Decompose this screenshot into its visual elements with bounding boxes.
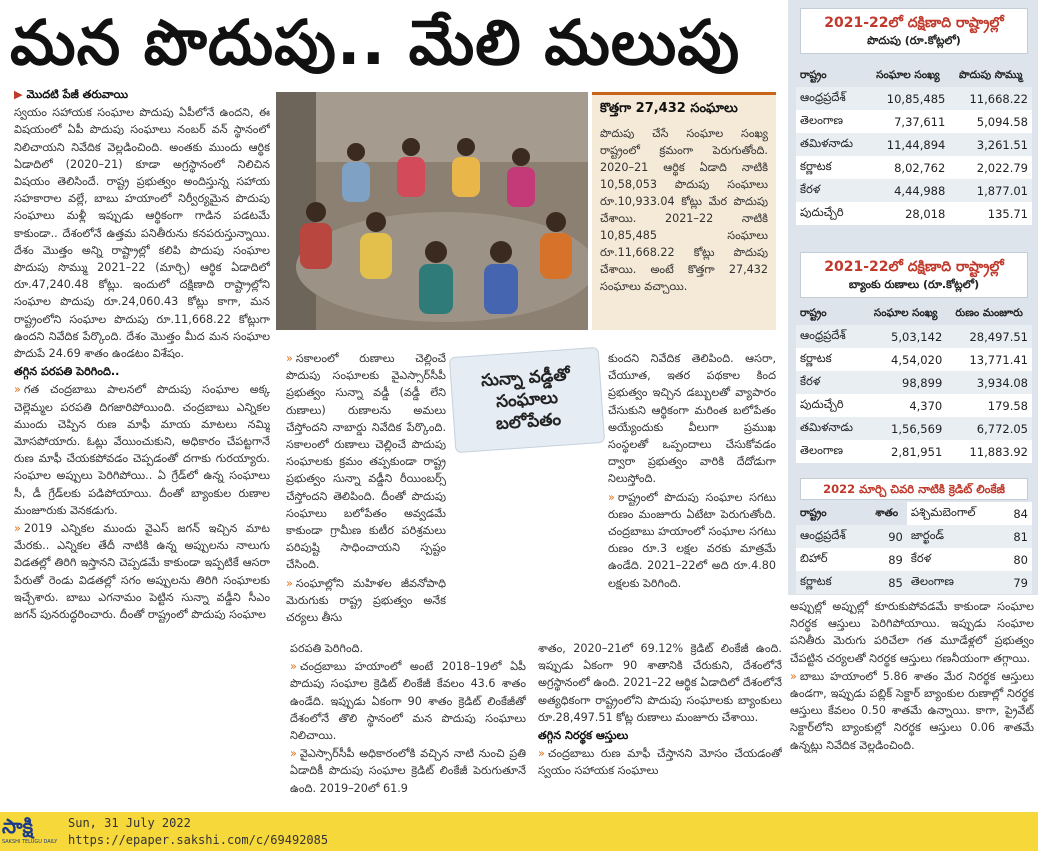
table-cell: 80 bbox=[1002, 548, 1032, 571]
pull-quote-line: సున్నా వడ్డీతో bbox=[480, 364, 571, 392]
table-cell: 81 bbox=[1002, 525, 1032, 548]
table-cell: కర్ణాటక bbox=[796, 571, 867, 594]
table-header-cell: పొదుపు సొమ్ము bbox=[958, 69, 1023, 81]
epaper-url[interactable]: https://epaper.sakshi.com/c/69492085 bbox=[68, 833, 329, 847]
table-cell: 85 bbox=[867, 571, 907, 594]
table-cell: 4,54,020 bbox=[865, 348, 946, 371]
sakshi-logo bbox=[2, 814, 62, 849]
table-row bbox=[796, 348, 1032, 371]
table-cell: 179.58 bbox=[946, 394, 1032, 417]
table-cell: 11,883.92 bbox=[946, 440, 1032, 463]
table-cell: ఆంధ్రప్రదేశ్ bbox=[796, 87, 867, 110]
table-cell: 11,668.22 bbox=[949, 87, 1032, 110]
bullet-icon: » bbox=[290, 747, 297, 761]
table-cell: 10,85,485 bbox=[867, 87, 950, 110]
table-row bbox=[796, 156, 1032, 179]
bullet-paragraph: » గత చంద్రబాబు పాలనలో పొదుపు సంఘాల అక్క చెల్లెమ్మల పరపతి దిగజారిపోయింది. చంద్రబాబు ఎన్నికల ముందు చెప్పిన రుణ మాఫీ మాయ మాటలు నమ్మి మోసపోయారు. ఓట్లు వేయించుకుని, అధికారం చేపట్టగానే రుణ మాఫీ చేయకపోవడం చెప్పడంతో దగాకు గురయ్యారు. సంఘాల అప్పులు పెరిగిపోయి.. ఏ గ్రేడ్‌లో ఉన్న సంఘాలు సీ, డీ గ్రేడ్‌లకు పడిపోయాయి. దీంతో బ్యాంకుల రుణాల మంజూరుకు వెనకడుగు. bbox=[14, 383, 270, 517]
table-cell: 79 bbox=[1002, 571, 1032, 594]
bullet-icon: » bbox=[790, 669, 797, 683]
table-row bbox=[796, 133, 1032, 156]
savings-table bbox=[796, 64, 1032, 225]
new-groups-title: కొత్తగా 27,432 సంఘాలు bbox=[600, 101, 738, 116]
table-cell: ఆంధ్రప్రదేశ్ bbox=[796, 525, 867, 548]
bullet-paragraph: » 2019 ఎన్నికల ముందు వైఎస్ జగన్ ఇచ్చిన మాట మేరకు.. ఎన్నికల తేదీ నాటికి ఉన్న అప్పులను నాలుగు విడతల్లో తిరిగి ఇస్తానని చెప్పడమే కాకుండా ఇప్పటికే ఆసరా పేరుతో రెండు విడతల్లో సగం అప్పులను తిరిగి సంఘాలకు ఇచ్చేశారు. బాబు ఎగనామం పెట్టిన సున్నా వడ్డీని సీఎం జగన్ పునరుద్ధరించారు. దీంతో రాష్ట్రంలో పొదుపు సంఘాల bbox=[14, 522, 270, 622]
loans-table-title: 2021-22లో దక్షిణాది రాష్ట్రాల్లో bbox=[824, 259, 1004, 275]
table-cell: పశ్చిమబెంగాల్ bbox=[907, 502, 1002, 525]
pull-quote bbox=[449, 347, 605, 453]
table-cell: పుదుచ్చేరి bbox=[796, 394, 865, 417]
bullet-icon: » bbox=[286, 576, 293, 590]
column-2c bbox=[290, 640, 526, 810]
table-row bbox=[796, 179, 1032, 202]
table-header-cell: రాష్ట్రం bbox=[800, 69, 827, 81]
table-cell: ఆంధ్రప్రదేశ్ bbox=[796, 325, 865, 348]
bullet-icon: » bbox=[286, 352, 293, 365]
pull-quote-line: సంఘాలు bbox=[495, 387, 559, 413]
table-cell: 89 bbox=[867, 548, 907, 571]
table-cell: 2,022.79 bbox=[949, 156, 1032, 179]
table-header-cell: రాష్ట్రం bbox=[800, 307, 827, 319]
article-paragraph: శాతం, 2020–21లో 69.12% క్రెడిట్ లింకేజీ ఉంది. ఇప్పుడు ఏకంగా 90 శాతానికి చేరుకుని, దేశంలోనే అగ్రస్థానంలో ఉంది. 2021–22 ఆర్థిక ఏడాదిలో దేశంలోనే అత్యధికంగా రాష్ట్రంలోని పొదుపు సంఘాలకు బ్యాంకులు రూ.28,497.51 కోట్ల రుణాలు మంజూరు చేశాయి. bbox=[538, 642, 782, 724]
table-cell: 3,261.51 bbox=[949, 133, 1032, 156]
table-row bbox=[796, 371, 1032, 394]
table-cell: 8,02,762 bbox=[867, 156, 950, 179]
column-1 bbox=[14, 86, 270, 810]
table-cell: పుదుచ్చేరి bbox=[796, 202, 867, 225]
table-cell: కేరళ bbox=[907, 548, 1002, 571]
article-paragraph: కుందని నివేదిక తెలిపింది. ఆసరా, చేయూత, ఇతర పథకాల కింద ప్రభుత్వం ఇచ్చిన డబ్బులతో వ్యాపారం చేసుకుని ఆర్థికంగా మరింత బలోపేతం అయ్యేందుకు వీలుగా ప్రముఖ సంస్థలతో ఒప్పందాలు చేసుకోవడం ద్వారా ప్రభుత్వం వారికి దేదోడుగా నిలుస్తోంది. bbox=[608, 352, 776, 486]
table-cell: 84 bbox=[1002, 502, 1032, 525]
bullet-icon: » bbox=[14, 522, 21, 536]
article-photo bbox=[276, 92, 588, 330]
bullet-paragraph: » రాష్ట్రంలో పొదుపు సంఘాల సగటు రుణం మంజూరు ఏటేటా పెరుగుతోంది. చంద్రబాబు హయాంలో సంఘాల సగటు రుణం రూ.3 లక్షల వరకు మాత్రమే ఉండేది. 2021–22లో అది రూ.4.80 లక్షలకు పెరిగింది. bbox=[608, 490, 776, 590]
savings-table-subtitle: పొదుపు (రూ.కోట్లలో) bbox=[867, 34, 961, 47]
table-cell: తెలంగాణ bbox=[796, 440, 865, 463]
loans-table-subtitle: బ్యాంకు రుణాలు (రూ.కోట్లలో) bbox=[848, 278, 980, 291]
table-cell: కేరళ bbox=[796, 371, 865, 394]
bullet-paragraph: » బాబు హయాంలో 5.86 శాతం మేర నిరర్థక ఆస్తులు ఉండగా, ఇప్పుడు పబ్లిక్ సెక్టార్ బ్యాంకుల రుణాల్లో నిరర్థక ఆస్తులు కేవలం 0.50 శాతమే ఉన్నాయి. కాగా, ప్రైవేట్ సెక్టార్‌లోని బ్యాంకుల్లో నిరర్థక ఆస్తులు 0.06 శాతమే ఉన్నట్లు నివేదిక వెల్లడించింది. bbox=[790, 669, 1034, 752]
bullet-icon: » bbox=[538, 747, 545, 761]
table-cell: తమిళనాడు bbox=[796, 417, 865, 440]
bullet-paragraph: » వైఎస్సార్‌సీపీ అధికారంలోకి వచ్చిన నాటి నుంచి ప్రతి ఏడాదికీ పొదుపు సంఘాల క్రెడిట్ లింకేజీ పెరుగుతూనే ఉంది. 2019–20లో 61.9 bbox=[290, 747, 526, 795]
logo-text: సాక్షి bbox=[2, 814, 34, 838]
table-header-cell: సంఘాల సంఖ్య bbox=[876, 69, 940, 81]
credit-table-header bbox=[800, 478, 1028, 500]
credit-table-title: 2022 మార్చి చివరి నాటికి క్రెడిట్ లింకేజీ bbox=[823, 482, 1005, 496]
women-group-photo bbox=[276, 92, 588, 330]
table-row bbox=[796, 394, 1032, 417]
table-cell: 5,094.58 bbox=[949, 110, 1032, 133]
bullet-paragraph: » సంఘాల్లోని మహిళల జీవనోపాధి మెరుగుకు రాష్ట్ర ప్రభుత్వం అనేక చర్యలు తీసు bbox=[286, 576, 446, 625]
bullet-icon: » bbox=[14, 383, 21, 397]
table-header-cell: శాతం bbox=[875, 507, 899, 519]
table-row bbox=[796, 417, 1032, 440]
bullet-icon: » bbox=[608, 490, 615, 504]
column-2a bbox=[286, 350, 446, 636]
new-groups-box bbox=[592, 92, 776, 330]
loans-table-header bbox=[800, 252, 1028, 298]
table-cell: 13,771.41 bbox=[946, 348, 1032, 371]
table-row bbox=[796, 325, 1032, 348]
article-paragraph: స్వయం సహాయక సంఘాల పొదుపు ఏపీలోనే ఉందని, ఈ విషయంలో ఏపీ పొదుపు సంఘాలు నంబర్ వన్ స్థానంలో నిలిచాయని నివేదిక వెల్లడించింది. అంతకు ముందు ఆర్థిక ఏడాదిలో (2020–21) కూడా అగ్రస్థానంలో నిలిచిన విషయం తెలిసిందే. రాష్ట్ర ప్రభుత్వం అందిస్తున్న సహాయ సహకారాల వల్లే, బాబు హయాంలో నిర్వీర్యమైన పొదుపు సంఘాలు మళ్లీ ఇప్పుడు ఆర్థికంగా గాడిన పడటమే కాకుండా.. దేశంలోనే ఉత్తమ పనితీరును కనపరుస్తున్నాయి. దేశం మొత్తం అన్ని రాష్ట్రాల్లో కలిపి పొదుపు సంఘాల పొదుపు సొమ్ము 2021–22 (మార్చి) ఆర్థిక ఏడాదిలో రూ.47,240.48 కోట్లు. ఇందులో దక్షిణాది రాష్ట్రాల్లోని సంఘాల పొదుపు రూ.24,060.43 కోట్లు కాగా, మన రాష్ట్రంలోని సంఘాల పొదుపు రూ.11,668.22 కోట్లుగా ఉందని నివేదిక పేర్కొంది. దేశం మొత్తం మీద మన సంఘాల పొదుపే 24.69 శాతం ఉండటం విశేషం. bbox=[14, 106, 270, 361]
table-row bbox=[796, 440, 1032, 463]
bullet-paragraph: » సకాలంలో రుణాలు చెల్లించే పొదుపు సంఘాలకు వైఎస్సార్‌సీపీ ప్రభుత్వం సున్నా వడ్డీ (వడ్డీ లేని రుణాలు) రుణాలను అమలు చేస్తోందని నాబార్డు నివేదిక పేర్కొంది. సకాలంలో రుణాలు చెల్లించే పొదుపు సంఘాలకు క్రమం తప్పకుండా రాష్ట్ర ప్రభుత్వం సున్నా వడ్డీని రీయింబర్స్ చేస్తోందని తెలిపింది. దీంతో పొదుపు సంఘాలు బలోపేతం అవ్వడమే కాకుండా గ్రామీణ కుటీర పరిశ్రమలు పరిపుష్టి సాధించాయని స్పష్టం చేసింది. bbox=[286, 352, 446, 572]
loans-table bbox=[796, 302, 1032, 463]
table-cell: బిహార్ bbox=[796, 548, 867, 571]
table-header-cell: సంఘాల సంఖ్య bbox=[873, 307, 938, 319]
new-groups-text: పొదుపు చేసే సంఘాల సంఖ్య రాష్ట్రంలో క్రమంగా పెరుగుతోంది. 2020–21 ఆర్థిక ఏడాది నాటికి 10,58,053 పొదుపు సంఘాలు రూ.10,933.04 కోట్లు మేర పొదుపు చేశాయి. 2021–22 నాటికి 10,85,485 సంఘాలు రూ.11,668.22 కోట్లు పొదుపు చేశాయి. అంటే కొత్తగా 27,432 సంఘాలు వచ్చాయి. bbox=[600, 127, 768, 293]
table-row bbox=[796, 87, 1032, 110]
table-cell: తెలంగాణ bbox=[796, 110, 867, 133]
subheading: తగ్గిన నిరర్థక ఆస్తులు bbox=[538, 729, 629, 743]
column-3 bbox=[790, 598, 1034, 810]
table-cell: 1,56,569 bbox=[865, 417, 946, 440]
edition-date: Sun, 31 July 2022 bbox=[68, 816, 191, 830]
table-header-row bbox=[796, 302, 1032, 325]
subheading: తగ్గిన పరపతి పెరిగింది.. bbox=[14, 365, 120, 379]
table-header-cell: రుణం మంజూరు bbox=[955, 307, 1023, 319]
table-cell: 28,497.51 bbox=[946, 325, 1032, 348]
table-cell: 4,44,988 bbox=[867, 179, 950, 202]
table-cell: 98,899 bbox=[865, 371, 946, 394]
table-cell: 5,03,142 bbox=[865, 325, 946, 348]
table-cell: జార్ఖండ్ bbox=[907, 525, 1002, 548]
table-cell: 28,018 bbox=[867, 202, 950, 225]
continued-label: ▶ మొదటి పేజీ తరువాయి bbox=[14, 88, 129, 101]
table-cell: 2,81,951 bbox=[865, 440, 946, 463]
table-cell: 7,37,611 bbox=[867, 110, 950, 133]
table-row bbox=[796, 202, 1032, 225]
savings-table-title: 2021-22లో దక్షిణాది రాష్ట్రాల్లో bbox=[824, 15, 1004, 31]
page-headline: మన పొదుపు.. మేలి మలుపు bbox=[10, 6, 741, 79]
pull-quote-line: బలోపేతం bbox=[495, 409, 562, 435]
table-header-cell: రాష్ట్రం bbox=[800, 507, 827, 519]
table-row bbox=[796, 502, 1032, 525]
table-cell: కేరళ bbox=[796, 179, 867, 202]
bullet-icon: » bbox=[290, 660, 297, 674]
table-cell: కర్ణాటక bbox=[796, 348, 865, 371]
logo-subtext: SAKSHI TELUGU DAILY bbox=[2, 839, 58, 845]
table-cell: 6,772.05 bbox=[946, 417, 1032, 440]
table-cell: కర్ణాటక bbox=[796, 156, 867, 179]
savings-table-header bbox=[800, 8, 1028, 54]
table-cell: 90 bbox=[867, 525, 907, 548]
table-cell: 1,877.01 bbox=[949, 179, 1032, 202]
table-header-row bbox=[796, 64, 1032, 87]
footer-bar bbox=[0, 812, 1038, 851]
credit-table bbox=[796, 502, 1032, 594]
table-row bbox=[796, 548, 1032, 571]
article-paragraph: పరపతి పెరిగింది. bbox=[290, 642, 364, 655]
table-cell: 135.71 bbox=[949, 202, 1032, 225]
table-row bbox=[796, 571, 1032, 594]
table-cell: 4,370 bbox=[865, 394, 946, 417]
table-row bbox=[796, 525, 1032, 548]
table-cell: తెలంగాణ bbox=[907, 571, 1002, 594]
column-2b bbox=[608, 350, 776, 636]
bullet-paragraph: » చంద్రబాబు రుణ మాఫీ చేస్తానని మోసం చేయడంతో స్వయం సహాయక సంఘాలు bbox=[538, 747, 782, 778]
table-cell: 11,44,894 bbox=[867, 133, 950, 156]
table-row bbox=[796, 110, 1032, 133]
table-cell: 3,934.08 bbox=[946, 371, 1032, 394]
bullet-paragraph: » చంద్రబాబు హయాంలో అంటే 2018–19లో ఏపీ పొదుపు సంఘాల క్రెడిట్ లింకేజీ కేవలం 43.6 శాతం ఉండేది. ఇప్పుడు ఏకంగా 90 శాతం క్రెడిట్ లింకేజీతో దేశంలోనే తొలి స్థానంలో మన పొదుపు సంఘాలు నిలిచాయి. bbox=[290, 660, 526, 743]
table-cell: తమిళనాడు bbox=[796, 133, 867, 156]
column-2d bbox=[538, 640, 782, 810]
article-paragraph: అప్పుల్లో అప్పుల్లో కూరుకుపోవడమే కాకుండా సంఘాల నిరర్థక ఆస్తులు పెరిగిపోయాయి. ఇప్పుడు సంఘాల పనితీరు మెరుగు పరిచేలా గత మూడేళ్లలో ప్రభుత్వం చేపట్టిన చర్యలతో నిరర్థక ఆస్తులు గణనీయంగా తగ్గాయి. bbox=[790, 600, 1034, 665]
